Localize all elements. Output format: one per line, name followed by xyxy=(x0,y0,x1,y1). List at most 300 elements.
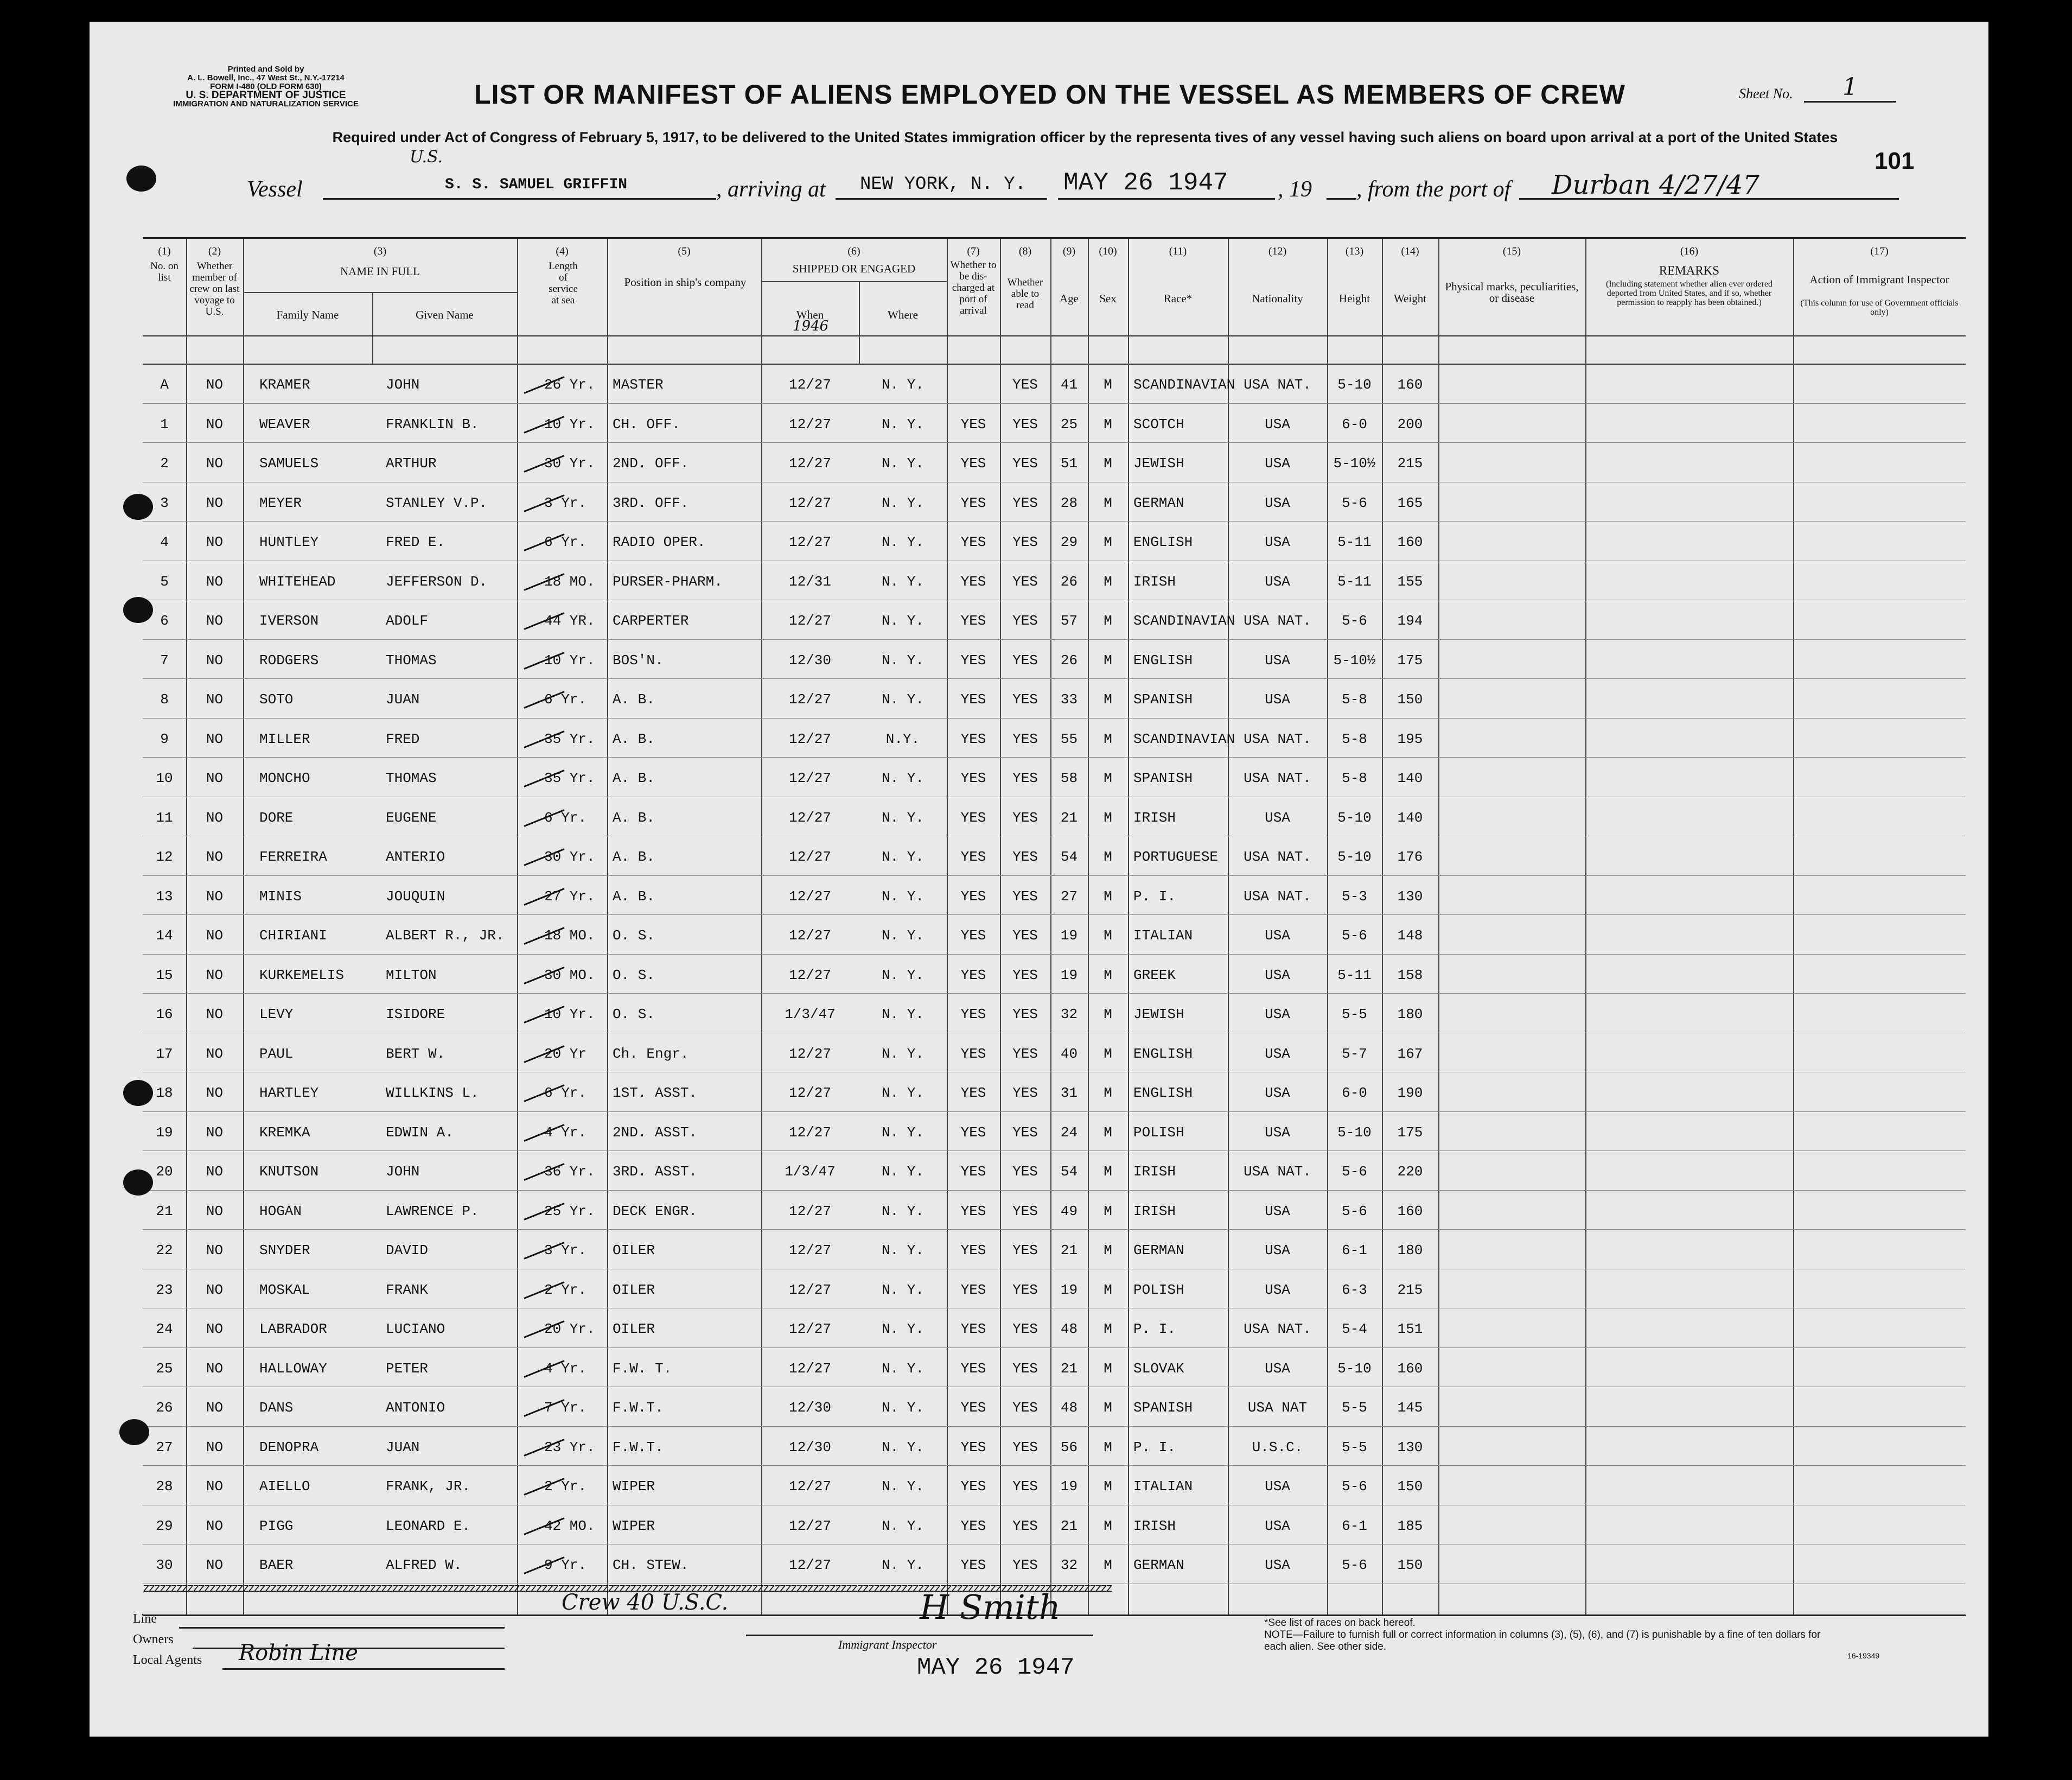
when-cell: 12/31 xyxy=(788,573,831,590)
when-cell: 12/27 xyxy=(788,1124,831,1141)
weight-cell: 220 xyxy=(1397,1164,1423,1180)
read-cell: YES xyxy=(1012,1164,1038,1180)
service-cell: 6 Yr. xyxy=(544,1085,587,1101)
race-cell: ENGLISH xyxy=(1133,1085,1193,1101)
arrival-date-field xyxy=(1058,169,1275,200)
sex-cell: M xyxy=(1104,1203,1112,1219)
given-name-cell: DAVID xyxy=(386,1242,429,1258)
arrival-port-field xyxy=(836,176,1047,200)
age-cell: 19 xyxy=(1060,1281,1078,1298)
weight-cell: 160 xyxy=(1397,534,1423,550)
given-name-cell: FRED xyxy=(386,730,420,747)
height-cell: 5-10½ xyxy=(1333,652,1376,669)
where-cell: N. Y. xyxy=(881,573,924,590)
weight-cell: 150 xyxy=(1397,1557,1423,1573)
discharged-cell: YES xyxy=(960,888,986,905)
col-num: (12) xyxy=(1268,245,1287,257)
where-cell: N. Y. xyxy=(881,809,924,826)
nationality-cell: USA xyxy=(1265,1557,1290,1573)
age-cell: 49 xyxy=(1060,1203,1078,1219)
table-row xyxy=(143,797,1966,836)
col-num: (17) xyxy=(1870,245,1889,257)
given-name-cell: FRANK xyxy=(386,1281,429,1298)
nationality-cell: USA NAT. xyxy=(1244,888,1311,905)
weight-cell: 140 xyxy=(1397,809,1423,826)
where-cell: N. Y. xyxy=(881,1124,924,1141)
race-cell: SCOTCH xyxy=(1133,416,1184,433)
table-row xyxy=(143,836,1966,875)
given-name-cell: LEONARD E. xyxy=(386,1517,471,1534)
height-cell: 5-5 xyxy=(1342,1006,1367,1022)
position-cell: CH. STEW. xyxy=(613,1557,689,1573)
service-cell: 20 Yr. xyxy=(544,1321,595,1337)
discharged-cell: YES xyxy=(960,613,986,629)
row-number: 25 xyxy=(156,1360,173,1377)
col-num: (14) xyxy=(1401,245,1419,257)
last-voyage-cell: NO xyxy=(206,967,224,983)
given-name-cell: ANTONIO xyxy=(386,1400,445,1416)
weight-cell: 160 xyxy=(1397,1203,1423,1219)
race-cell: GERMAN xyxy=(1133,494,1184,511)
table-row xyxy=(143,1347,1966,1387)
printer-line: U. S. DEPARTMENT OF JUSTICE xyxy=(186,90,346,101)
race-cell: POLISH xyxy=(1133,1281,1184,1298)
age-cell: 48 xyxy=(1060,1321,1078,1337)
nationality-cell: USA NAT. xyxy=(1244,849,1311,865)
last-voyage-cell: NO xyxy=(206,416,224,433)
nationality-cell: USA xyxy=(1265,416,1290,433)
name-subheader-line xyxy=(243,292,517,293)
row-number: 15 xyxy=(156,967,173,983)
last-voyage-cell: NO xyxy=(206,494,224,511)
discharged-cell: YES xyxy=(960,573,986,590)
weight-cell: 160 xyxy=(1397,1360,1423,1377)
height-cell: 5-10 xyxy=(1337,849,1372,865)
age-cell: 25 xyxy=(1060,416,1078,433)
nationality-cell: USA NAT. xyxy=(1244,1321,1311,1337)
from-port-handwritten: Durban 4/27/47 xyxy=(1552,170,1759,200)
sex-cell: M xyxy=(1104,1045,1112,1062)
race-cell: JEWISH xyxy=(1133,1006,1184,1022)
read-cell: YES xyxy=(1012,1281,1038,1298)
ink-blot xyxy=(119,1419,149,1445)
position-cell: A. B. xyxy=(613,809,655,826)
service-cell: 30 MO. xyxy=(544,967,595,983)
sex-cell: M xyxy=(1104,455,1112,472)
sex-cell: M xyxy=(1104,573,1112,590)
where-cell: N. Y. xyxy=(881,888,924,905)
height-cell: 6-0 xyxy=(1342,416,1367,433)
age-cell: 48 xyxy=(1060,1400,1078,1416)
discharged-cell: YES xyxy=(960,1085,986,1101)
table-row xyxy=(143,993,1966,1033)
table-row xyxy=(143,482,1966,522)
nationality-cell: USA xyxy=(1265,927,1290,944)
sex-cell: M xyxy=(1104,1321,1112,1337)
height-cell: 5-8 xyxy=(1342,730,1367,747)
discharged-cell: YES xyxy=(960,1006,986,1022)
last-voyage-cell: NO xyxy=(206,1045,224,1062)
where-cell: N. Y. xyxy=(881,1006,924,1022)
position-cell: 3RD. OFF. xyxy=(613,494,689,511)
table-row xyxy=(143,954,1966,994)
sex-cell: M xyxy=(1104,1164,1112,1180)
row-number: 9 xyxy=(160,730,169,747)
service-cell: 3 Yr. xyxy=(544,494,587,511)
discharged-cell: YES xyxy=(960,494,986,511)
service-cell: 35 Yr. xyxy=(544,730,595,747)
crew-count-handwritten: Crew 40 U.S.C. xyxy=(562,1590,729,1615)
given-name-cell: STANLEY V.P. xyxy=(386,494,488,511)
service-cell: 9 Yr. xyxy=(544,1557,587,1573)
family-name-cell: KNUTSON xyxy=(259,1164,319,1180)
col-header-discharged: Whether to be dis-charged at port of arrival xyxy=(950,259,997,316)
given-name-cell: FRANK, JR. xyxy=(386,1478,471,1495)
where-cell: N. Y. xyxy=(881,1478,924,1495)
age-cell: 19 xyxy=(1060,1478,1078,1495)
where-cell: N. Y. xyxy=(881,494,924,511)
family-name-cell: MINIS xyxy=(259,888,302,905)
col-num: (1) xyxy=(158,245,171,257)
position-cell: PURSER-PHARM. xyxy=(613,573,723,590)
sex-cell: M xyxy=(1104,1281,1112,1298)
family-name-cell: DENOPRA xyxy=(259,1439,319,1455)
family-name-cell: KURKEMELIS xyxy=(259,967,345,983)
owners-label: Owners xyxy=(133,1632,174,1647)
position-cell: OILER xyxy=(613,1281,655,1298)
document-subtitle: Required under Act of Congress of February 5, 1917, to be delivered to the United States immigration officer by the representa tives of any vessel having such aliens on board upon arrival at a port of the United States xyxy=(332,129,1838,145)
read-cell: YES xyxy=(1012,494,1038,511)
age-cell: 19 xyxy=(1060,967,1078,983)
row-number: 1 xyxy=(160,416,169,433)
read-cell: YES xyxy=(1012,1203,1038,1219)
read-cell: YES xyxy=(1012,1085,1038,1101)
last-voyage-cell: NO xyxy=(206,1557,224,1573)
where-cell: N. Y. xyxy=(881,691,924,708)
sheet-label: Sheet No. xyxy=(1739,86,1793,101)
position-cell: Ch. Engr. xyxy=(613,1045,689,1062)
weight-cell: 175 xyxy=(1397,652,1423,669)
race-cell: ENGLISH xyxy=(1133,652,1193,669)
where-cell: N. Y. xyxy=(881,377,924,393)
crew-table xyxy=(143,237,1966,1616)
row-number: 17 xyxy=(156,1045,173,1062)
when-cell: 12/27 xyxy=(788,809,831,826)
table-row xyxy=(143,1190,1966,1230)
table-row xyxy=(143,1269,1966,1308)
sex-cell: M xyxy=(1104,1439,1112,1455)
family-name-cell: WHITEHEAD xyxy=(259,573,336,590)
race-cell: P. I. xyxy=(1133,1321,1176,1337)
race-cell: PORTUGUESE xyxy=(1133,849,1219,865)
age-cell: 56 xyxy=(1060,1439,1078,1455)
given-name-cell: WILLKINS L. xyxy=(386,1085,479,1101)
discharged-cell: YES xyxy=(960,1439,986,1455)
row-number: 5 xyxy=(160,573,169,590)
sex-cell: M xyxy=(1104,652,1112,669)
nationality-cell: U.S.C. xyxy=(1252,1439,1303,1455)
from-port-field xyxy=(1519,170,1899,200)
height-cell: 5-8 xyxy=(1342,691,1367,708)
family-name-cell: LEVY xyxy=(259,1006,294,1022)
date-stamp: MAY 26 1947 xyxy=(917,1654,1075,1681)
position-cell: F.W.T. xyxy=(613,1400,664,1416)
last-voyage-cell: NO xyxy=(206,534,224,550)
height-cell: 5-6 xyxy=(1342,927,1367,944)
service-cell: 6 Yr. xyxy=(544,691,587,708)
height-cell: 5-4 xyxy=(1342,1321,1367,1337)
position-cell: A. B. xyxy=(613,730,655,747)
where-cell: N. Y. xyxy=(881,1085,924,1101)
race-cell: IRISH xyxy=(1133,1203,1176,1219)
discharged-cell: YES xyxy=(960,1478,986,1495)
age-cell: 31 xyxy=(1060,1085,1078,1101)
read-cell: YES xyxy=(1012,691,1038,708)
when-cell: 12/27 xyxy=(788,1203,831,1219)
col-num: (2) xyxy=(208,245,221,257)
given-name-cell: ALFRED W. xyxy=(386,1557,462,1573)
position-cell: 3RD. ASST. xyxy=(613,1164,698,1180)
nationality-cell: USA xyxy=(1265,1242,1290,1258)
when-cell: 12/30 xyxy=(788,1400,831,1416)
nationality-cell: USA xyxy=(1265,691,1290,708)
family-name-cell: MOSKAL xyxy=(259,1281,310,1298)
read-cell: YES xyxy=(1012,652,1038,669)
sex-cell: M xyxy=(1104,1085,1112,1101)
last-voyage-cell: NO xyxy=(206,573,224,590)
family-name-cell: HOGAN xyxy=(259,1203,302,1219)
family-name-cell: CHIRIANI xyxy=(259,927,327,944)
given-name-cell: ISIDORE xyxy=(386,1006,445,1022)
where-cell: N. Y. xyxy=(881,1360,924,1377)
service-cell: 27 Yr. xyxy=(544,888,595,905)
row-number: 29 xyxy=(156,1517,173,1534)
family-name-cell: HARTLEY xyxy=(259,1085,319,1101)
printer-line: A. L. Bowell, Inc., 47 West St., N.Y.-17214 xyxy=(187,73,345,82)
table-row xyxy=(143,1229,1966,1269)
row-number: 21 xyxy=(156,1203,173,1219)
position-cell: 2ND. OFF. xyxy=(613,455,689,472)
age-cell: 27 xyxy=(1060,888,1078,905)
discharged-cell: YES xyxy=(960,1360,986,1377)
family-name-cell: MEYER xyxy=(259,494,302,511)
sex-cell: M xyxy=(1104,494,1112,511)
row-number: 23 xyxy=(156,1281,173,1298)
given-name-cell: LUCIANO xyxy=(386,1321,445,1337)
age-cell: 29 xyxy=(1060,534,1078,550)
where-cell: N.Y. xyxy=(885,730,920,747)
ink-blot xyxy=(123,1080,153,1106)
height-cell: 5-11 xyxy=(1337,967,1372,983)
where-cell: N. Y. xyxy=(881,1203,924,1219)
col-num: (15) xyxy=(1502,245,1521,257)
last-voyage-cell: NO xyxy=(206,1439,224,1455)
read-cell: YES xyxy=(1012,1360,1038,1377)
sex-cell: M xyxy=(1104,809,1112,826)
family-name-cell: PAUL xyxy=(259,1045,294,1062)
age-cell: 21 xyxy=(1060,1517,1078,1534)
service-cell: 7 Yr. xyxy=(544,1400,587,1416)
nationality-cell: USA xyxy=(1265,1045,1290,1062)
service-cell: 36 Yr. xyxy=(544,1164,595,1180)
when-cell: 12/27 xyxy=(788,730,831,747)
height-cell: 5-10 xyxy=(1337,1360,1372,1377)
race-cell: POLISH xyxy=(1133,1124,1184,1141)
col-header-service: Length of service at sea xyxy=(549,260,578,306)
table-row xyxy=(143,875,1966,915)
race-cell: SCANDINAVIAN xyxy=(1133,730,1235,747)
when-cell: 12/27 xyxy=(788,1085,831,1101)
table-row xyxy=(143,757,1966,797)
family-name-cell: KRAMER xyxy=(259,377,310,393)
read-cell: YES xyxy=(1012,1045,1038,1062)
service-cell: 18 MO. xyxy=(544,573,595,590)
table-row xyxy=(143,600,1966,639)
col-header-position: Position in ship's company xyxy=(624,276,747,289)
table-row xyxy=(143,561,1966,600)
last-voyage-cell: NO xyxy=(206,770,224,786)
service-cell: 26 Yr. xyxy=(544,377,595,393)
row-number: 10 xyxy=(156,770,173,786)
when-cell: 12/27 xyxy=(788,1557,831,1573)
arriving-label: , arriving at xyxy=(716,177,826,202)
height-cell: 6-1 xyxy=(1342,1242,1367,1258)
table-row xyxy=(143,521,1966,561)
vessel-name-field xyxy=(323,176,716,200)
when-year-handwritten: 1946 xyxy=(793,318,829,334)
height-cell: 5-6 xyxy=(1342,1164,1367,1180)
nationality-cell: USA NAT. xyxy=(1244,377,1311,393)
last-voyage-cell: NO xyxy=(206,730,224,747)
table-row xyxy=(143,1150,1966,1190)
row-number: 19 xyxy=(156,1124,173,1141)
sex-cell: M xyxy=(1104,377,1112,393)
race-cell: IRISH xyxy=(1133,809,1176,826)
weight-cell: 180 xyxy=(1397,1006,1423,1022)
when-cell: 12/30 xyxy=(788,652,831,669)
height-cell: 5-11 xyxy=(1337,534,1372,550)
col-header-read: Whether able to read xyxy=(1007,277,1043,311)
weight-cell: 148 xyxy=(1397,927,1423,944)
race-cell: SPANISH xyxy=(1133,770,1193,786)
given-name-cell: JOUQUIN xyxy=(386,888,445,905)
age-cell: 33 xyxy=(1060,691,1078,708)
sex-cell: M xyxy=(1104,967,1112,983)
service-cell: 2 Yr. xyxy=(544,1478,587,1495)
when-cell: 12/27 xyxy=(788,534,831,550)
when-cell: 12/27 xyxy=(788,691,831,708)
when-cell: 12/27 xyxy=(788,770,831,786)
nationality-cell: USA NAT. xyxy=(1244,770,1311,786)
race-cell: GERMAN xyxy=(1133,1242,1184,1258)
height-cell: 5-11 xyxy=(1337,573,1372,590)
height-cell: 5-3 xyxy=(1342,888,1367,905)
age-cell: 55 xyxy=(1060,730,1078,747)
col-header-no: No. on list xyxy=(150,260,178,283)
read-cell: YES xyxy=(1012,573,1038,590)
weight-cell: 130 xyxy=(1397,1439,1423,1455)
given-name-cell: JOHN xyxy=(386,377,420,393)
sex-cell: M xyxy=(1104,1124,1112,1141)
where-cell: N. Y. xyxy=(881,416,924,433)
given-name-cell: THOMAS xyxy=(386,770,437,786)
sex-cell: M xyxy=(1104,1400,1112,1416)
family-name-cell: WEAVER xyxy=(259,416,310,433)
last-voyage-cell: NO xyxy=(206,377,224,393)
penalty-note: NOTE—Failure to furnish full or correct information in columns (3), (5), (6), and (7) is punishable by a fine of ten dollars for each alien. See other side. xyxy=(1264,1629,1821,1652)
discharged-cell: YES xyxy=(960,534,986,550)
table-row xyxy=(143,1033,1966,1072)
row-number: 7 xyxy=(160,652,169,669)
when-cell: 12/27 xyxy=(788,888,831,905)
age-cell: 21 xyxy=(1060,1242,1078,1258)
read-cell: YES xyxy=(1012,967,1038,983)
when-cell: 12/27 xyxy=(788,967,831,983)
where-cell: N. Y. xyxy=(881,1400,924,1416)
inspector-signature: H Smith xyxy=(920,1587,1061,1627)
table-row xyxy=(143,1111,1966,1151)
position-cell: 2ND. ASST. xyxy=(613,1124,698,1141)
given-name-cell: PETER xyxy=(386,1360,429,1377)
race-cell: GERMAN xyxy=(1133,1557,1184,1573)
sex-cell: M xyxy=(1104,416,1112,433)
service-cell: 23 Yr. xyxy=(544,1439,595,1455)
last-voyage-cell: NO xyxy=(206,1478,224,1495)
arrival-date: MAY 26 1947 xyxy=(1063,169,1228,197)
family-name-cell: BAER xyxy=(259,1557,294,1573)
service-cell: 30 Yr. xyxy=(544,849,595,865)
last-voyage-cell: NO xyxy=(206,849,224,865)
table-row xyxy=(143,1544,1966,1584)
age-cell: 24 xyxy=(1060,1124,1078,1141)
ink-blot xyxy=(126,166,156,192)
when-cell: 12/27 xyxy=(788,849,831,865)
position-cell: WIPER xyxy=(613,1517,655,1534)
family-name-cell: SNYDER xyxy=(259,1242,310,1258)
document-title: LIST OR MANIFEST OF ALIENS EMPLOYED ON THE VESSEL AS MEMBERS OF CREW xyxy=(474,79,1625,110)
line-label: Line xyxy=(133,1612,157,1626)
family-name-cell: FERREIRA xyxy=(259,849,327,865)
nationality-cell: USA xyxy=(1265,455,1290,472)
read-cell: YES xyxy=(1012,534,1038,550)
when-cell: 12/27 xyxy=(788,1045,831,1062)
height-cell: 5-5 xyxy=(1342,1439,1367,1455)
discharged-cell: YES xyxy=(960,1321,986,1337)
col-header-given-name: Given Name xyxy=(416,308,474,321)
position-cell: A. B. xyxy=(613,770,655,786)
col-num: (11) xyxy=(1169,245,1187,257)
where-cell: N. Y. xyxy=(881,1557,924,1573)
where-cell: N. Y. xyxy=(881,770,924,786)
read-cell: YES xyxy=(1012,1124,1038,1141)
sex-cell: M xyxy=(1104,1557,1112,1573)
row-number: 6 xyxy=(160,613,169,629)
discharged-cell: YES xyxy=(960,1164,986,1180)
nationality-cell: USA xyxy=(1265,967,1290,983)
age-cell: 26 xyxy=(1060,652,1078,669)
nationality-cell: USA xyxy=(1265,573,1290,590)
col-header-action: Action of Immigrant Inspector xyxy=(1809,273,1949,286)
row-number: 20 xyxy=(156,1164,173,1180)
given-name-cell: ARTHUR xyxy=(386,455,437,472)
printer-imprint xyxy=(114,65,418,109)
read-cell: YES xyxy=(1012,455,1038,472)
height-cell: 5-6 xyxy=(1342,1478,1367,1495)
col-header-height: Height xyxy=(1338,292,1370,305)
height-cell: 5-5 xyxy=(1342,1400,1367,1416)
table-row xyxy=(143,364,1966,403)
nationality-cell: USA xyxy=(1265,1124,1290,1141)
